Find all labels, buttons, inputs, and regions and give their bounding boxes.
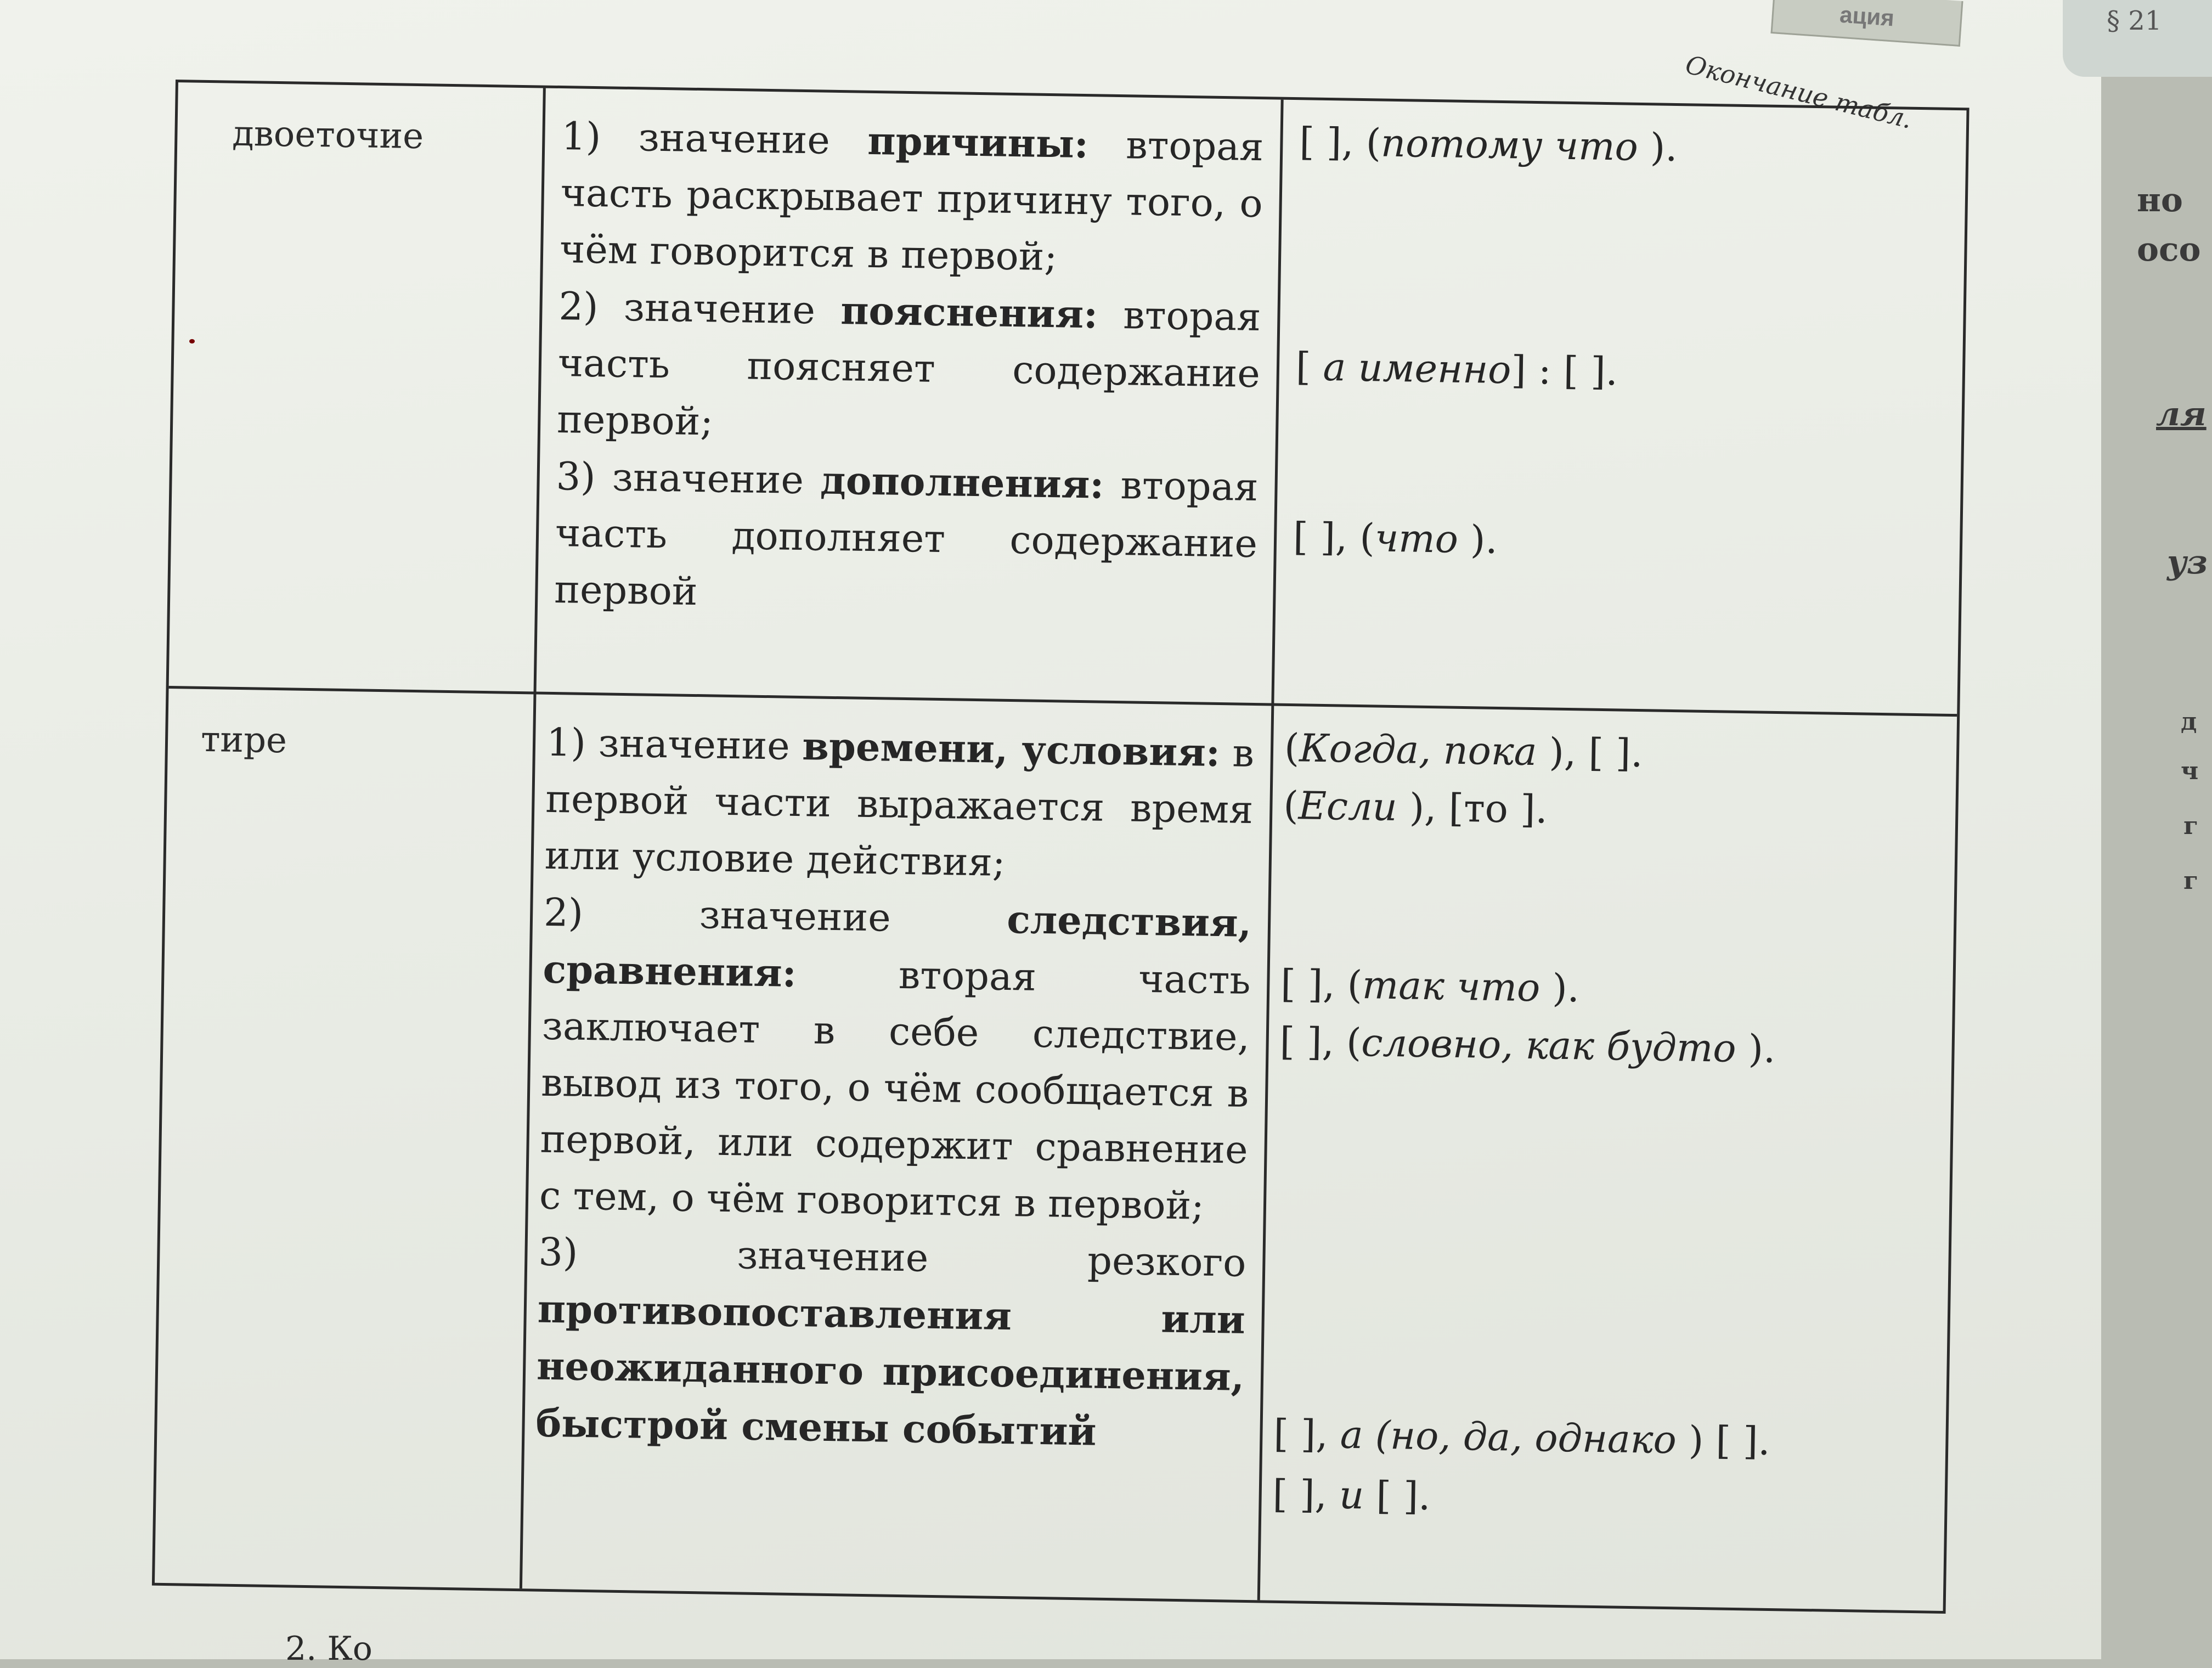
- scheme-line: [ а именно] : [ ].: [1295, 344, 1618, 395]
- right-fragment: г: [2183, 867, 2198, 895]
- right-fragment: д: [2181, 708, 2197, 736]
- paragraph-tab: § 21: [2063, 0, 2212, 77]
- scheme-line: (Когда, пока ), [ ].: [1284, 725, 1644, 776]
- table-caption: Окончание табл.: [1682, 49, 1916, 134]
- meaning-cell: [554, 108, 1264, 629]
- right-fragment: ч: [2181, 757, 2199, 785]
- term-cell: двоеточие: [232, 113, 424, 157]
- chapter-tab: ация: [1771, 0, 1963, 47]
- scheme-line: [ ], а (но, да, однако ) [ ].: [1273, 1411, 1771, 1464]
- scheme-line: [ ], (потому что ).: [1299, 119, 1678, 171]
- meaning-item: 3) значение дополнения: вторая часть дополняет содержание первой: [554, 453, 1259, 615]
- scheme-line: [ ], (что ).: [1293, 514, 1498, 562]
- right-fragment: осо: [2137, 230, 2201, 269]
- scheme-cell: [1271, 725, 1954, 1592]
- right-fragment: уз: [2167, 543, 2208, 582]
- next-task-fragment: 2. Ко: [285, 1630, 373, 1668]
- meaning-item: 2) значение следствия, сравнения: вторая часть заключает в себе следствие, вывод из того, о чём сообщается в первой, или содержит сравнение с тем, о чём говорится в первой;: [539, 889, 1252, 1229]
- meaning-cell: [535, 714, 1255, 1463]
- meaning-item: 2) значение пояснения: вторая часть поясняет содержание первой;: [556, 284, 1262, 444]
- right-fragment: но: [2137, 181, 2183, 219]
- term-cell: тире: [200, 719, 287, 762]
- scheme-line: [ ], (так что ).: [1280, 961, 1580, 1011]
- scheme-line: [ ], (словно, как будто ).: [1279, 1018, 1776, 1072]
- meaning-item: 1) значение причины: вторая часть раскрывает причину того, о чём говорится в первой;: [559, 114, 1264, 280]
- scheme-line: (Если ), [то ].: [1283, 782, 1548, 832]
- scheme-cell: [1291, 119, 1958, 706]
- meaning-item: 3) значение резкого противопоставления или неожиданного присоединения, быстрой смены событий: [535, 1229, 1247, 1455]
- punctuation-table: [152, 80, 1970, 1614]
- meaning-item: 1) значение времени, условия: в первой части выражается время или условие действия;: [544, 719, 1255, 885]
- right-fragment: ля: [2156, 395, 2207, 433]
- right-fragment: г: [2183, 812, 2198, 840]
- scheme-line: [ ], и [ ].: [1272, 1471, 1431, 1519]
